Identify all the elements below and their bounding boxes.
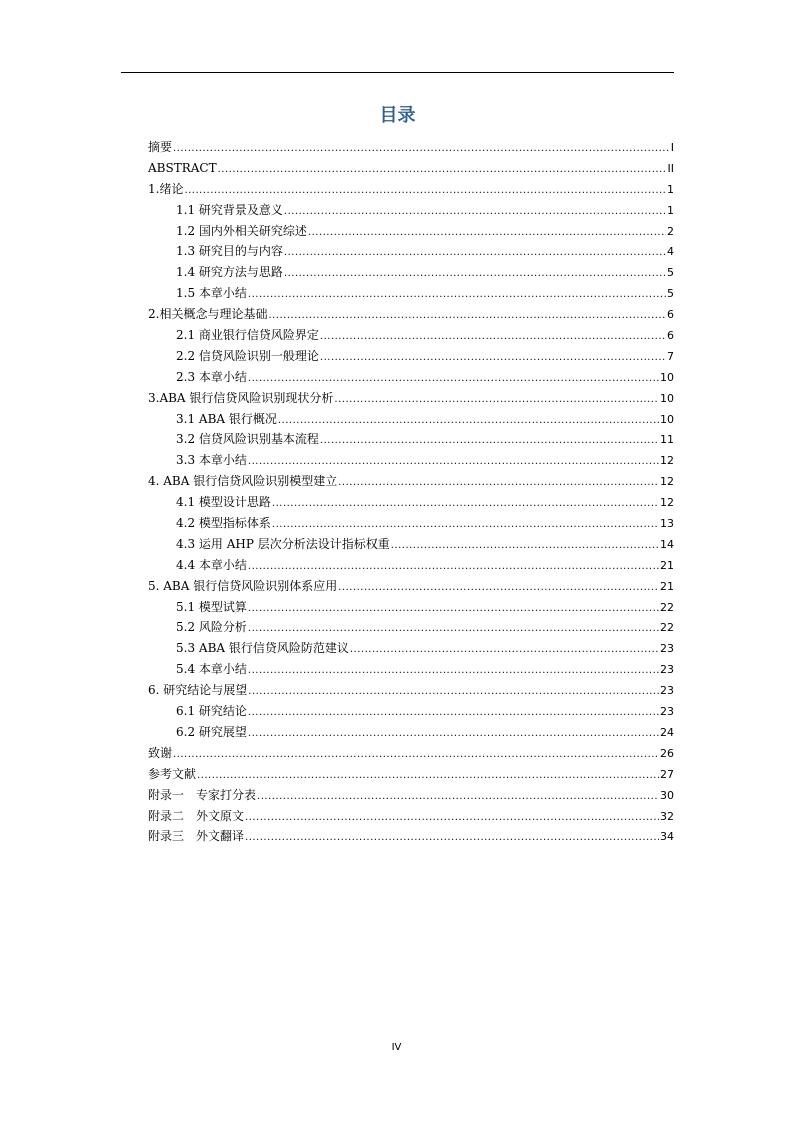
table-of-contents (148, 137, 674, 847)
toc-entry-page: 11 (660, 433, 674, 447)
toc-entry-page: 10 (660, 391, 674, 405)
toc-entry-label: 致谢 (148, 745, 173, 760)
toc-dot-leader (338, 578, 659, 599)
toc-entry[interactable] (148, 701, 674, 722)
toc-entry[interactable] (148, 638, 674, 659)
toc-entry[interactable] (148, 743, 674, 764)
toc-entry-page: 23 (660, 663, 674, 677)
toc-entry[interactable] (148, 429, 674, 450)
toc-dot-leader (391, 536, 659, 557)
toc-entry[interactable] (148, 806, 674, 827)
toc-entry-page: 12 (660, 475, 674, 489)
toc-dot-leader (245, 828, 659, 849)
toc-dot-leader (248, 452, 659, 473)
toc-entry[interactable] (148, 367, 674, 388)
toc-entry-page: 21 (660, 558, 674, 572)
toc-dot-leader (197, 766, 659, 787)
toc-entry-page: II (667, 161, 674, 175)
page-number: IV (391, 1042, 402, 1053)
toc-entry-page: I (670, 141, 674, 154)
toc-dot-leader (284, 243, 666, 264)
toc-entry-page: 2 (667, 224, 674, 238)
toc-entry-label: 4.2 模型指标体系 (176, 516, 271, 531)
toc-entry-page: 23 (660, 642, 674, 656)
toc-dot-leader (184, 181, 666, 202)
toc-entry[interactable] (148, 680, 674, 701)
toc-entry-label: 附录二 外文原文 (148, 808, 245, 823)
toc-entry-label: 1.2 国内外相关研究综述 (176, 223, 307, 238)
toc-entry-label: 5.2 风险分析 (176, 620, 247, 635)
toc-entry[interactable] (148, 388, 674, 409)
toc-entry-label: 5. ABA 银行信贷风险识别体系应用 (148, 578, 338, 593)
toc-entry[interactable] (148, 471, 674, 492)
toc-entry-page: 10 (660, 412, 674, 426)
header-rule (121, 72, 674, 73)
toc-dot-leader (320, 431, 659, 452)
toc-dot-leader (278, 411, 659, 432)
toc-entry-label: 4.1 模型设计思路 (176, 495, 271, 510)
toc-dot-leader (248, 703, 659, 724)
toc-dot-leader (248, 682, 659, 703)
toc-dot-leader (248, 619, 659, 640)
toc-entry[interactable] (148, 659, 674, 680)
toc-entry-label: 1.3 研究目的与内容 (176, 244, 283, 259)
toc-dot-leader (173, 139, 670, 160)
toc-entry[interactable] (148, 346, 674, 367)
toc-entry[interactable] (148, 597, 674, 618)
toc-entry[interactable] (148, 576, 674, 597)
toc-entry-page: 30 (660, 788, 674, 802)
toc-entry-label: 3.3 本章小结 (176, 453, 247, 468)
toc-entry-page: 7 (667, 349, 674, 363)
toc-entry-page: 6 (667, 308, 674, 322)
toc-entry-label: 4.3 运用 AHP 层次分析法设计指标权重 (176, 536, 390, 551)
toc-entry-label: 3.1 ABA 银行概况 (176, 411, 277, 426)
toc-entry-page: 1 (667, 203, 674, 217)
toc-entry[interactable] (148, 241, 674, 262)
toc-dot-leader (248, 661, 659, 682)
toc-entry-page: 32 (660, 809, 674, 823)
toc-entry-label: 3.2 信贷风险识别基本流程 (176, 432, 319, 447)
toc-entry-label: 4. ABA 银行信贷风险识别模型建立 (148, 474, 338, 489)
toc-title: 目录 (379, 105, 416, 126)
toc-entry-page: 22 (660, 621, 674, 635)
toc-dot-leader (173, 745, 659, 766)
toc-entry-page: 1 (667, 182, 674, 196)
toc-dot-leader (272, 515, 659, 536)
toc-entry[interactable] (148, 826, 674, 847)
toc-entry-label: 2.3 本章小结 (176, 369, 247, 384)
toc-dot-leader (248, 557, 659, 578)
toc-entry[interactable] (148, 200, 674, 221)
toc-dot-leader (338, 473, 659, 494)
toc-entry-page: 6 (667, 329, 674, 343)
toc-dot-leader (218, 160, 667, 181)
toc-entry-page: 12 (660, 454, 674, 468)
toc-entry[interactable] (148, 262, 674, 283)
toc-entry-label: 1.绪论 (148, 181, 184, 196)
toc-entry-page: 22 (660, 600, 674, 614)
toc-entry-page: 34 (660, 830, 674, 844)
toc-entry-label: 2.2 信贷风险识别一般理论 (176, 348, 319, 363)
toc-dot-leader (248, 724, 659, 745)
toc-dot-leader (268, 306, 666, 327)
toc-entry[interactable] (148, 722, 674, 743)
toc-entry-label: 1.5 本章小结 (176, 286, 247, 301)
toc-dot-leader (334, 390, 659, 411)
toc-entry-label: 5.4 本章小结 (176, 662, 247, 677)
toc-entry-label: 2.相关概念与理论基础 (148, 307, 268, 322)
toc-entry-label: 参考文献 (148, 766, 197, 781)
toc-dot-leader (257, 787, 659, 808)
toc-entry-label: 6. 研究结论与展望 (148, 683, 248, 698)
toc-entry[interactable] (148, 325, 674, 346)
toc-entry-page: 10 (660, 370, 674, 384)
toc-dot-leader (248, 599, 659, 620)
toc-entry-page: 26 (660, 746, 674, 760)
toc-entry-page: 21 (660, 579, 674, 593)
toc-entry[interactable] (148, 221, 674, 242)
toc-entry-page: 14 (660, 537, 674, 551)
toc-dot-leader (272, 494, 659, 515)
toc-entry-page: 23 (660, 684, 674, 698)
toc-entry-label: 6.2 研究展望 (176, 724, 247, 739)
toc-dot-leader (308, 223, 666, 244)
toc-dot-leader (284, 202, 666, 223)
toc-entry-label: 4.4 本章小结 (176, 557, 247, 572)
toc-entry-label: 3.ABA 银行信贷风险识别现状分析 (148, 390, 334, 405)
toc-entry-page: 5 (667, 266, 674, 280)
toc-dot-leader (248, 285, 666, 306)
toc-entry[interactable] (148, 450, 674, 471)
toc-entry[interactable] (148, 409, 674, 430)
toc-entry-label: 附录一 专家打分表 (148, 787, 257, 802)
toc-entry-page: 13 (660, 517, 674, 531)
toc-entry[interactable] (148, 137, 674, 158)
toc-entry[interactable] (148, 513, 674, 534)
toc-entry[interactable] (148, 555, 674, 576)
toc-entry-label: 2.1 商业银行信贷风险界定 (176, 328, 319, 343)
toc-entry-page: 24 (660, 725, 674, 739)
toc-entry-label: ABSTRACT (148, 160, 217, 175)
toc-dot-leader (320, 348, 666, 369)
toc-entry[interactable] (148, 492, 674, 513)
toc-entry-label: 6.1 研究结论 (176, 704, 247, 719)
toc-entry[interactable] (148, 304, 674, 325)
toc-entry[interactable] (148, 283, 674, 304)
toc-entry[interactable] (148, 534, 674, 555)
toc-entry-page: 4 (667, 245, 674, 259)
toc-entry-page: 23 (660, 705, 674, 719)
toc-entry-page: 12 (660, 496, 674, 510)
toc-entry-label: 5.1 模型试算 (176, 599, 247, 614)
toc-entry[interactable] (148, 764, 674, 785)
toc-entry-label: 1.1 研究背景及意义 (176, 202, 283, 217)
toc-dot-leader (245, 808, 659, 829)
toc-entry[interactable] (148, 179, 674, 200)
toc-dot-leader (284, 264, 666, 285)
toc-entry[interactable] (148, 785, 674, 806)
toc-entry-label: 1.4 研究方法与思路 (176, 265, 283, 280)
toc-entry-label: 5.3 ABA 银行信贷风险防范建议 (176, 641, 349, 656)
toc-entry-label: 摘要 (148, 140, 173, 154)
toc-entry[interactable] (148, 158, 674, 179)
toc-dot-leader (248, 369, 659, 390)
toc-entry-page: 5 (667, 287, 674, 301)
toc-entry-label: 附录三 外文翻译 (148, 829, 245, 844)
toc-dot-leader (320, 327, 666, 348)
toc-dot-leader (350, 640, 659, 661)
toc-entry[interactable] (148, 617, 674, 638)
toc-entry-page: 27 (660, 767, 674, 781)
